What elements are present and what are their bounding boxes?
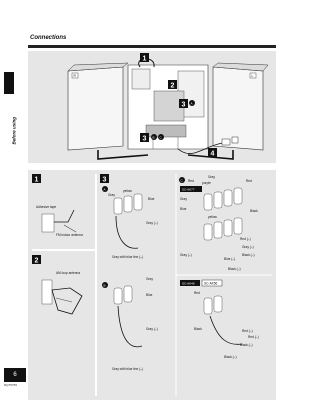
system-overview-svg bbox=[28, 51, 276, 163]
c-gray-minus-label: Gray (–) bbox=[242, 245, 254, 249]
c-black-minus-label-2: Black (–) bbox=[228, 267, 241, 271]
c-black-minus-label: Black (–) bbox=[242, 253, 255, 257]
overview-step-3a: 3 bbox=[181, 101, 186, 109]
page-number: 6 bbox=[4, 368, 26, 382]
model-sc-ak46: SC-AK46 bbox=[182, 281, 195, 286]
section-label: Before using bbox=[11, 116, 17, 145]
page-title: Connections bbox=[30, 35, 67, 41]
c2-red-minus-label: Red (–) bbox=[242, 329, 253, 333]
title-rule bbox=[28, 45, 276, 48]
panel-step-1: 1 bbox=[34, 176, 39, 184]
p3-blue-label: Blue bbox=[148, 197, 155, 201]
c2-black-minus-label-2: Black (–) bbox=[224, 355, 237, 359]
connection-details-panel bbox=[28, 170, 276, 400]
c-purple-label: purple bbox=[202, 181, 211, 185]
model-sc-ak77: SC-AK77 bbox=[182, 187, 195, 192]
p3b-blue-label: Blue bbox=[146, 293, 153, 297]
c-red-minus-label: Red (–) bbox=[240, 237, 251, 241]
c-red-label: Red bbox=[188, 179, 194, 183]
panel-step-3: 3 bbox=[102, 176, 107, 184]
c-black-label: Black bbox=[250, 209, 258, 213]
c-gray-label-2: Gray bbox=[180, 197, 187, 201]
c-blue-minus-label: Blue (–) bbox=[224, 257, 236, 261]
page-code: RQT5765 bbox=[4, 383, 18, 387]
p3b-gray-blue-label: Gray with blue line (–) bbox=[112, 367, 144, 371]
panel-c-sub: C bbox=[180, 178, 183, 183]
panel-3-sub-b: B bbox=[103, 283, 106, 288]
c-blue-label: Blue bbox=[180, 207, 187, 211]
connection-details-svg bbox=[28, 170, 276, 400]
c2-red-label: Red bbox=[194, 291, 200, 295]
section-tab bbox=[4, 72, 14, 94]
system-overview-diagram bbox=[28, 51, 276, 163]
overview-step-4: 4 bbox=[210, 150, 215, 158]
overview-sub-a: A bbox=[190, 101, 193, 106]
c2-red-minus-label-2: Red (–) bbox=[248, 335, 259, 339]
overview-sub-b: B bbox=[152, 135, 155, 140]
c-yellow-label: yellow bbox=[208, 215, 217, 219]
overview-step-2: 2 bbox=[170, 82, 175, 90]
panel-step-2: 2 bbox=[34, 257, 39, 265]
adhesive-tape-label: Adhesive tape bbox=[36, 205, 57, 209]
speaker-left-mark: L bbox=[251, 74, 254, 78]
speaker-right-mark: R bbox=[73, 74, 76, 78]
left-speaker bbox=[68, 63, 128, 150]
model-sc-ak56: SC-AK56 bbox=[204, 281, 218, 286]
overview-step-3b: 3 bbox=[142, 135, 147, 143]
c2-black-label: Black bbox=[194, 327, 202, 331]
overview-sub-c: C bbox=[159, 135, 162, 140]
p3b-gray-minus-label: Gray (–) bbox=[146, 327, 158, 331]
panel-3-sub-a: A bbox=[103, 187, 106, 192]
c-gray-minus-label-2: Gray (–) bbox=[180, 253, 192, 257]
c2-black-minus-label: Black (–) bbox=[240, 343, 253, 347]
p3-gray-blue-label: Gray with blue line (–) bbox=[112, 255, 144, 259]
c-red-label-2: Red bbox=[246, 179, 252, 183]
fm-antenna-label: FM indoor antenna bbox=[56, 233, 83, 237]
am-antenna-label: AM loop antenna bbox=[56, 271, 81, 275]
p3-gray-minus-label: Gray (–) bbox=[146, 221, 158, 225]
p3-gray-label: Gray bbox=[108, 193, 115, 197]
overview-step-1: 1 bbox=[142, 55, 147, 63]
c-gray-label: Gray bbox=[208, 175, 215, 179]
p3-yellow-label: yellow bbox=[123, 189, 132, 193]
p3b-gray-label: Gray bbox=[146, 277, 153, 281]
right-speaker bbox=[213, 63, 268, 150]
